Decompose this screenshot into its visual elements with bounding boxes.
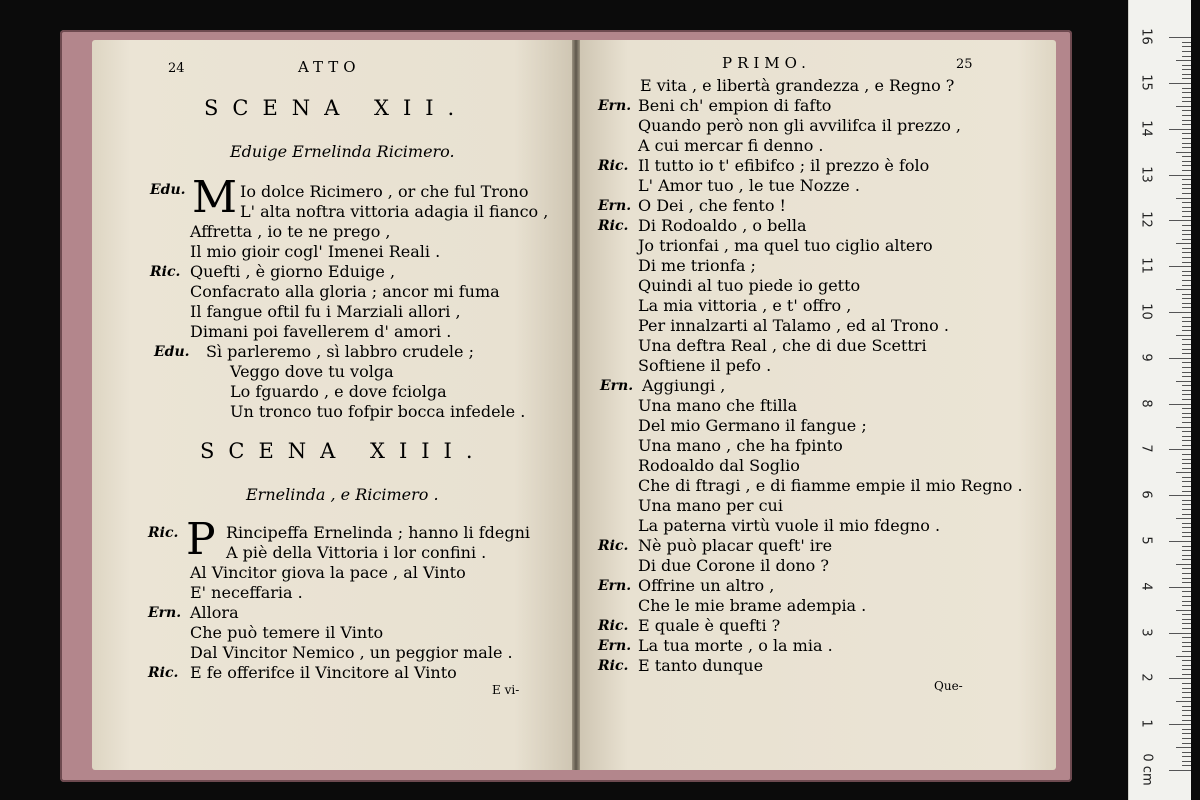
- ruler-tick: [1182, 692, 1191, 693]
- ruler-tick: [1182, 97, 1191, 98]
- ruler-tick: [1182, 234, 1191, 235]
- speaker-label: Ric.: [150, 264, 181, 280]
- ruler-tick: [1182, 642, 1191, 643]
- ruler-tick: [1182, 710, 1191, 711]
- ruler-tick: [1182, 110, 1191, 111]
- ruler-tick: [1182, 42, 1191, 43]
- ruler-tick: [1182, 225, 1191, 226]
- speaker-label: Ern.: [598, 638, 632, 654]
- verse-line: L' Amor tuo , le tue Nozze .: [638, 176, 860, 195]
- ruler-tick: [1176, 427, 1191, 428]
- ruler-tick: [1169, 129, 1191, 130]
- ruler-tick: [1182, 372, 1191, 373]
- verse-line: O Dei , che fento !: [638, 196, 786, 215]
- ruler-tick: [1169, 633, 1191, 634]
- ruler-tick: [1182, 614, 1191, 615]
- ruler-tick: [1182, 623, 1191, 624]
- verse-line: Una deftra Real , che di due Scettri: [638, 336, 927, 355]
- ruler-tick: [1182, 51, 1191, 52]
- ruler-tick: [1182, 573, 1191, 574]
- ruler-tick: [1182, 88, 1191, 89]
- ruler-tick: [1182, 417, 1191, 418]
- ruler-tick: [1182, 514, 1191, 515]
- ruler-tick: [1182, 733, 1191, 734]
- ruler-tick: [1182, 509, 1191, 510]
- ruler-tick: [1182, 390, 1191, 391]
- ruler-tick: [1182, 165, 1191, 166]
- ruler-tick: [1176, 60, 1191, 61]
- ruler-tick: [1182, 591, 1191, 592]
- ruler-label: 16: [1138, 28, 1154, 45]
- ruler-tick: [1182, 532, 1191, 533]
- ruler-tick: [1182, 550, 1191, 551]
- verse-line: Una mano per cui: [638, 496, 783, 515]
- ruler-tick: [1169, 678, 1191, 679]
- ruler-tick: [1182, 147, 1191, 148]
- ruler-tick: [1182, 115, 1191, 116]
- ruler-tick: [1182, 179, 1191, 180]
- book-gutter: [572, 40, 580, 770]
- ruler-tick: [1182, 367, 1191, 368]
- ruler-tick: [1182, 422, 1191, 423]
- ruler-tick: [1182, 729, 1191, 730]
- speaker-label: Ern.: [600, 378, 634, 394]
- ruler-tick: [1182, 143, 1191, 144]
- verse-line: Il mio gioir cogl' Imenei Reali .: [190, 242, 441, 261]
- ruler-tick: [1176, 656, 1191, 657]
- ruler-tick: [1182, 385, 1191, 386]
- speaker-label: Edu.: [150, 182, 186, 198]
- ruler-label: 5: [1138, 536, 1154, 545]
- left-page-number: 24: [168, 61, 185, 76]
- ruler-tick: [1182, 477, 1191, 478]
- ruler-tick: [1182, 408, 1191, 409]
- ruler-tick: [1169, 312, 1191, 313]
- verse-line: Una mano che ftilla: [638, 396, 798, 415]
- ruler-tick: [1182, 527, 1191, 528]
- ruler-tick: [1176, 564, 1191, 565]
- ruler-tick: [1176, 610, 1191, 611]
- ruler-tick: [1182, 207, 1191, 208]
- ruler-tick: [1182, 303, 1191, 304]
- ruler-tick: [1182, 706, 1191, 707]
- ruler-tick: [1182, 285, 1191, 286]
- ruler-tick: [1182, 317, 1191, 318]
- ruler-tick: [1182, 628, 1191, 629]
- ruler-tick: [1169, 770, 1191, 771]
- scene-xii-heading: SCENA XII.: [204, 96, 469, 120]
- ruler-tick: [1182, 275, 1191, 276]
- ruler-tick: [1182, 133, 1191, 134]
- ruler-tick: [1182, 481, 1191, 482]
- ruler-label: 0 cm: [1139, 753, 1155, 786]
- verse-line: Rincipeffa Ernelinda ; hanno li fdegni: [226, 523, 531, 542]
- ruler-tick: [1182, 504, 1191, 505]
- ruler-tick: [1182, 65, 1191, 66]
- ruler-tick: [1182, 454, 1191, 455]
- verse-line: Io dolce Ricimero , or che ful Trono: [240, 182, 529, 201]
- verse-line: La mia vittoria , e t' offro ,: [638, 296, 852, 315]
- verse-line: Che può temere il Vinto: [190, 623, 384, 642]
- ruler-tick: [1182, 582, 1191, 583]
- ruler-tick: [1176, 472, 1191, 473]
- catchword: Que-: [934, 679, 963, 693]
- verse-line: E' neceffaria .: [190, 583, 303, 602]
- ruler-tick: [1176, 289, 1191, 290]
- ruler-tick: [1182, 394, 1191, 395]
- ruler-tick: [1182, 715, 1191, 716]
- ruler-tick: [1182, 271, 1191, 272]
- ruler-tick: [1182, 555, 1191, 556]
- ruler-tick: [1182, 216, 1191, 217]
- speaker-label: Ern.: [148, 605, 182, 621]
- ruler-tick: [1182, 765, 1191, 766]
- ruler-tick: [1182, 669, 1191, 670]
- ruler-tick: [1182, 605, 1191, 606]
- verse-line: A piè della Vittoria i lor confini .: [226, 543, 487, 562]
- ruler-tick: [1182, 330, 1191, 331]
- ruler-tick: [1182, 326, 1191, 327]
- ruler-tick: [1182, 56, 1191, 57]
- ruler-tick: [1182, 321, 1191, 322]
- ruler-tick: [1182, 211, 1191, 212]
- ruler-tick: [1182, 568, 1191, 569]
- speaker-label: Ern.: [598, 198, 632, 214]
- verse-line: Un tronco tuo fofpir bocca infedele .: [230, 402, 526, 421]
- ruler-label: 15: [1138, 74, 1154, 91]
- ruler-tick: [1182, 161, 1191, 162]
- ruler-label: 10: [1138, 303, 1154, 320]
- ruler-tick: [1182, 440, 1191, 441]
- ruler-tick: [1169, 220, 1191, 221]
- speaker-label: Ric.: [598, 158, 629, 174]
- ruler-tick: [1182, 184, 1191, 185]
- ruler-tick: [1182, 294, 1191, 295]
- ruler-tick: [1182, 307, 1191, 308]
- ruler-tick: [1182, 101, 1191, 102]
- verse-line: Softiene il pefo .: [638, 356, 772, 375]
- ruler-tick: [1182, 459, 1191, 460]
- ruler-tick: [1176, 381, 1191, 382]
- ruler-label: 6: [1138, 490, 1154, 499]
- verse-line: Il fangue oftil fu i Marziali allori ,: [190, 302, 461, 321]
- ruler-tick: [1182, 252, 1191, 253]
- verse-line: La paterna virtù vuole il mio fdegno .: [638, 516, 941, 535]
- verse-line: Che di ftragi , e di fiamme empie il mio Regno .: [638, 476, 1023, 495]
- ruler-tick: [1182, 491, 1191, 492]
- ruler-label: 12: [1138, 211, 1154, 229]
- verse-line: Che le mie brame adempia .: [638, 596, 867, 615]
- verse-line: Confacrato alla gloria ; ancor mi fuma: [190, 282, 500, 301]
- verse-line: Nè può placar queft' ire: [638, 536, 833, 555]
- verse-line: Di me trionfa ;: [638, 256, 756, 275]
- ruler-label: 3: [1138, 627, 1154, 637]
- ruler-tick: [1169, 404, 1191, 405]
- ruler-tick: [1182, 536, 1191, 537]
- ruler-tick: [1182, 280, 1191, 281]
- ruler-label: 8: [1138, 398, 1154, 408]
- ruler-tick: [1182, 559, 1191, 560]
- ruler-tick: [1182, 674, 1191, 675]
- ruler-label: 2: [1138, 673, 1154, 683]
- speaker-label: Ric.: [598, 658, 629, 674]
- ruler-tick: [1182, 188, 1191, 189]
- ruler-tick: [1182, 720, 1191, 721]
- ruler-tick: [1182, 74, 1191, 75]
- ruler-tick: [1182, 752, 1191, 753]
- ruler-tick: [1182, 120, 1191, 121]
- ruler-tick: [1182, 761, 1191, 762]
- ruler-tick: [1182, 170, 1191, 171]
- ruler-tick: [1169, 358, 1191, 359]
- ruler-tick: [1182, 69, 1191, 70]
- ruler-tick: [1182, 683, 1191, 684]
- ruler-tick: [1182, 651, 1191, 652]
- verse-line: E tanto dunque: [638, 656, 764, 675]
- ruler-tick: [1182, 660, 1191, 661]
- speaker-label: Ric.: [148, 525, 179, 541]
- ruler-tick: [1182, 743, 1191, 744]
- verse-line: Affretta , io te ne prego ,: [190, 222, 391, 241]
- ruler-label: 7: [1138, 444, 1154, 454]
- verse-line: Beni ch' empion di fafto: [638, 96, 832, 115]
- ruler-label: 11: [1138, 257, 1154, 274]
- ruler-tick: [1176, 701, 1191, 702]
- ruler-tick: [1182, 78, 1191, 79]
- ruler-tick: [1169, 495, 1191, 496]
- ruler-tick: [1182, 500, 1191, 501]
- ruler-tick: [1169, 724, 1191, 725]
- speaker-label: Edu.: [154, 344, 190, 360]
- verse-line: Jo trionfai , ma quel tuo ciglio altero: [638, 236, 933, 255]
- verse-line: Quando però non gli avvilifca il prezzo ,: [638, 116, 962, 135]
- ruler-tick: [1176, 243, 1191, 244]
- ruler-tick: [1169, 175, 1191, 176]
- catchword: E vi-: [492, 683, 520, 697]
- verse-line: Quindi al tuo piede io getto: [638, 276, 861, 295]
- ruler-tick: [1182, 257, 1191, 258]
- ruler-tick: [1182, 738, 1191, 739]
- ruler-tick: [1182, 523, 1191, 524]
- drop-cap: M: [192, 172, 238, 223]
- ruler-tick: [1182, 124, 1191, 125]
- ruler-tick: [1182, 413, 1191, 414]
- measurement-ruler: [1128, 0, 1191, 800]
- verse-line: Aggiungi ,: [642, 376, 726, 395]
- ruler-tick: [1182, 601, 1191, 602]
- ruler-tick: [1182, 298, 1191, 299]
- speaker-label: Ric.: [598, 218, 629, 234]
- verse-line: Quefti , è giorno Eduige ,: [190, 262, 396, 281]
- ruler-tick: [1182, 353, 1191, 354]
- verse-line: Di Rodoaldo , o bella: [638, 216, 807, 235]
- verse-line: A cui mercar fi denno .: [638, 136, 824, 155]
- right-running-head: PRIMO.: [722, 54, 811, 72]
- verse-line: Sì parleremo , sì labbro crudele ;: [206, 342, 474, 361]
- ruler-tick: [1182, 349, 1191, 350]
- ruler-tick: [1176, 152, 1191, 153]
- ruler-tick: [1182, 202, 1191, 203]
- ruler-tick: [1182, 344, 1191, 345]
- ruler-tick: [1182, 399, 1191, 400]
- ruler-tick: [1182, 262, 1191, 263]
- ruler-tick: [1182, 92, 1191, 93]
- ruler-tick: [1169, 449, 1191, 450]
- speaker-label: Ern.: [598, 578, 632, 594]
- ruler-tick: [1182, 463, 1191, 464]
- ruler-tick: [1182, 230, 1191, 231]
- ruler-tick: [1176, 747, 1191, 748]
- ruler-tick: [1176, 198, 1191, 199]
- ruler-tick: [1182, 546, 1191, 547]
- ruler-tick: [1182, 619, 1191, 620]
- ruler-tick: [1182, 665, 1191, 666]
- ruler-label: 9: [1138, 353, 1154, 362]
- verse-line: Lo fguardo , e dove fciolga: [230, 382, 447, 401]
- right-page-number: 25: [956, 57, 973, 72]
- ruler-tick: [1182, 193, 1191, 194]
- verse-line: Di due Corone il dono ?: [638, 556, 829, 575]
- verse-line: Il tutto io t' efibifco ; il prezzo è folo: [638, 156, 930, 175]
- drop-cap: P: [186, 514, 216, 565]
- verse-line: Rodoaldo dal Soglio: [638, 456, 800, 475]
- ruler-tick: [1182, 596, 1191, 597]
- ruler-tick: [1182, 646, 1191, 647]
- ruler-label: 14: [1138, 120, 1154, 137]
- verse-line: Per innalzarti al Talamo , ed al Trono .: [638, 316, 949, 335]
- left-running-head: ATTO: [298, 58, 361, 76]
- speaker-label: Ric.: [598, 538, 629, 554]
- speaker-label: Ern.: [598, 98, 632, 114]
- speaker-label: Ric.: [148, 665, 179, 681]
- verse-line: Del mio Germano il fangue ;: [638, 416, 867, 435]
- ruler-tick: [1182, 138, 1191, 139]
- ruler-tick: [1169, 541, 1191, 542]
- verse-line: Una mano , che ha fpinto: [638, 436, 843, 455]
- ruler-tick: [1182, 756, 1191, 757]
- ruler-tick: [1182, 156, 1191, 157]
- verse-line: Al Vincitor giova la pace , al Vinto: [190, 563, 466, 582]
- ruler-label: 13: [1138, 165, 1154, 183]
- verse-line: Allora: [190, 603, 239, 622]
- ruler-tick: [1182, 239, 1191, 240]
- ruler-tick: [1182, 486, 1191, 487]
- ruler-tick: [1182, 637, 1191, 638]
- ruler-tick: [1182, 339, 1191, 340]
- ruler-tick: [1182, 431, 1191, 432]
- ruler-tick: [1182, 445, 1191, 446]
- verse-line: Dal Vincitor Nemico , un peggior male .: [190, 643, 513, 662]
- verse-line: Offrine un altro ,: [638, 576, 775, 595]
- ruler-tick: [1169, 587, 1191, 588]
- ruler-tick: [1182, 46, 1191, 47]
- ruler-tick: [1182, 376, 1191, 377]
- verse-line: Dimani poi favellerem d' amori .: [190, 322, 452, 341]
- scene-xii-characters: Eduige Ernelinda Ricimero.: [230, 142, 455, 161]
- ruler-tick: [1176, 106, 1191, 107]
- scene-xiii-characters: Ernelinda , e Ricimero .: [246, 485, 439, 504]
- verse-line: La tua morte , o la mia .: [638, 636, 833, 655]
- ruler-tick: [1182, 362, 1191, 363]
- verse-line: E fe offerifce il Vincitore al Vinto: [190, 663, 457, 682]
- ruler-tick: [1182, 436, 1191, 437]
- speaker-label: Ric.: [598, 618, 629, 634]
- ruler-tick: [1182, 248, 1191, 249]
- ruler-tick: [1169, 266, 1191, 267]
- ruler-tick: [1182, 578, 1191, 579]
- ruler-tick: [1176, 518, 1191, 519]
- ruler-label: 4: [1138, 582, 1154, 591]
- verse-line: E vita , e libertà grandezza , e Regno ?: [640, 76, 955, 95]
- scene-xiii-heading: SCENA XIII.: [200, 439, 487, 463]
- ruler-tick: [1169, 37, 1191, 38]
- verse-line: E quale è quefti ?: [638, 616, 781, 635]
- ruler-tick: [1169, 83, 1191, 84]
- verse-line: L' alta noftra vittoria adagia il fianco ,: [240, 202, 549, 221]
- verse-line: Veggo dove tu volga: [230, 362, 394, 381]
- ruler-tick: [1182, 688, 1191, 689]
- ruler-tick: [1182, 697, 1191, 698]
- ruler-label: 1: [1138, 719, 1154, 728]
- ruler-tick: [1176, 335, 1191, 336]
- ruler-tick: [1182, 468, 1191, 469]
